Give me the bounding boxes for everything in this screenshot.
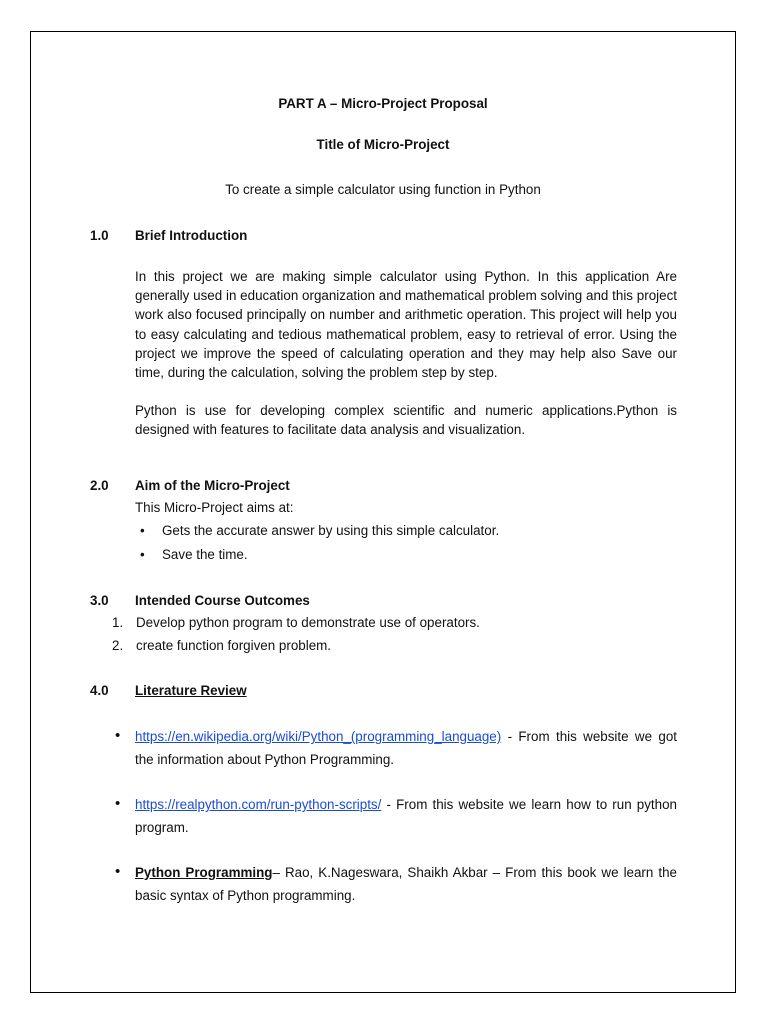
- realpython-link[interactable]: https://realpython.com/run-python-scripts/: [135, 797, 382, 812]
- section-1-number: 1.0: [90, 228, 109, 243]
- aim-item: Save the time.: [162, 547, 248, 562]
- bullet-icon: •: [140, 547, 145, 562]
- reference-description: - From this website we learn how to run python program.: [135, 797, 677, 835]
- section-4-number: 4.0: [90, 683, 109, 698]
- title-text: To create a simple calculator using function in Python: [225, 182, 541, 197]
- outcome-number: 2.: [112, 638, 124, 653]
- part-title: PART A – Micro-Project Proposal: [278, 96, 488, 111]
- outcome-item: Develop python program to demonstrate use of operators.: [136, 615, 480, 630]
- reference-item: [135, 861, 677, 907]
- bullet-icon: •: [115, 795, 121, 812]
- section-2-number: 2.0: [90, 478, 109, 493]
- bullet-icon: •: [140, 523, 145, 538]
- section-2-intro: This Micro-Project aims at:: [135, 500, 294, 515]
- bullet-icon: •: [115, 727, 121, 744]
- section-1-paragraph-2: Python is use for developing complex scientific and numeric applications.Python is designed with features to facilitate data analysis and visualization.: [135, 403, 677, 438]
- section-3-number: 3.0: [90, 593, 109, 608]
- section-2-heading: Aim of the Micro-Project: [135, 478, 290, 493]
- wikipedia-link[interactable]: https://en.wikipedia.org/wiki/Python_(programming_language): [135, 729, 502, 744]
- reference-item: [135, 725, 677, 771]
- section-1-heading: Brief Introduction: [135, 228, 248, 243]
- reference-description: – Rao, K.Nageswara, Shaikh Akbar – From this book we learn the basic syntax of Python programming.: [135, 865, 677, 903]
- aim-item: Gets the accurate answer by using this simple calculator.: [162, 523, 500, 538]
- outcome-item: create function forgiven problem.: [136, 638, 332, 653]
- title-label: Title of Micro-Project: [316, 137, 450, 152]
- reference-item: [135, 793, 677, 839]
- reference-description: - From this website we got the information about Python Programming.: [135, 729, 677, 767]
- section-3-heading: Intended Course Outcomes: [135, 593, 310, 608]
- outcome-number: 1.: [112, 615, 124, 630]
- bullet-icon: •: [115, 863, 121, 880]
- section-1-paragraph-1: In this project we are making simple calculator using Python. In this application Are generally used in education organization and mathematical problem solving and this project work also focused principally on number and arithmetic operation. This project will help you to easy calculating and tedious mathematical problem, easy to retrieval of error. Using the project we improve the speed of calculating operation and they may help also Save our time, during the calculation, solving the problem step by step.: [135, 269, 677, 381]
- section-4-heading: Literature Review: [135, 683, 247, 698]
- book-title: Python Programming: [135, 865, 273, 880]
